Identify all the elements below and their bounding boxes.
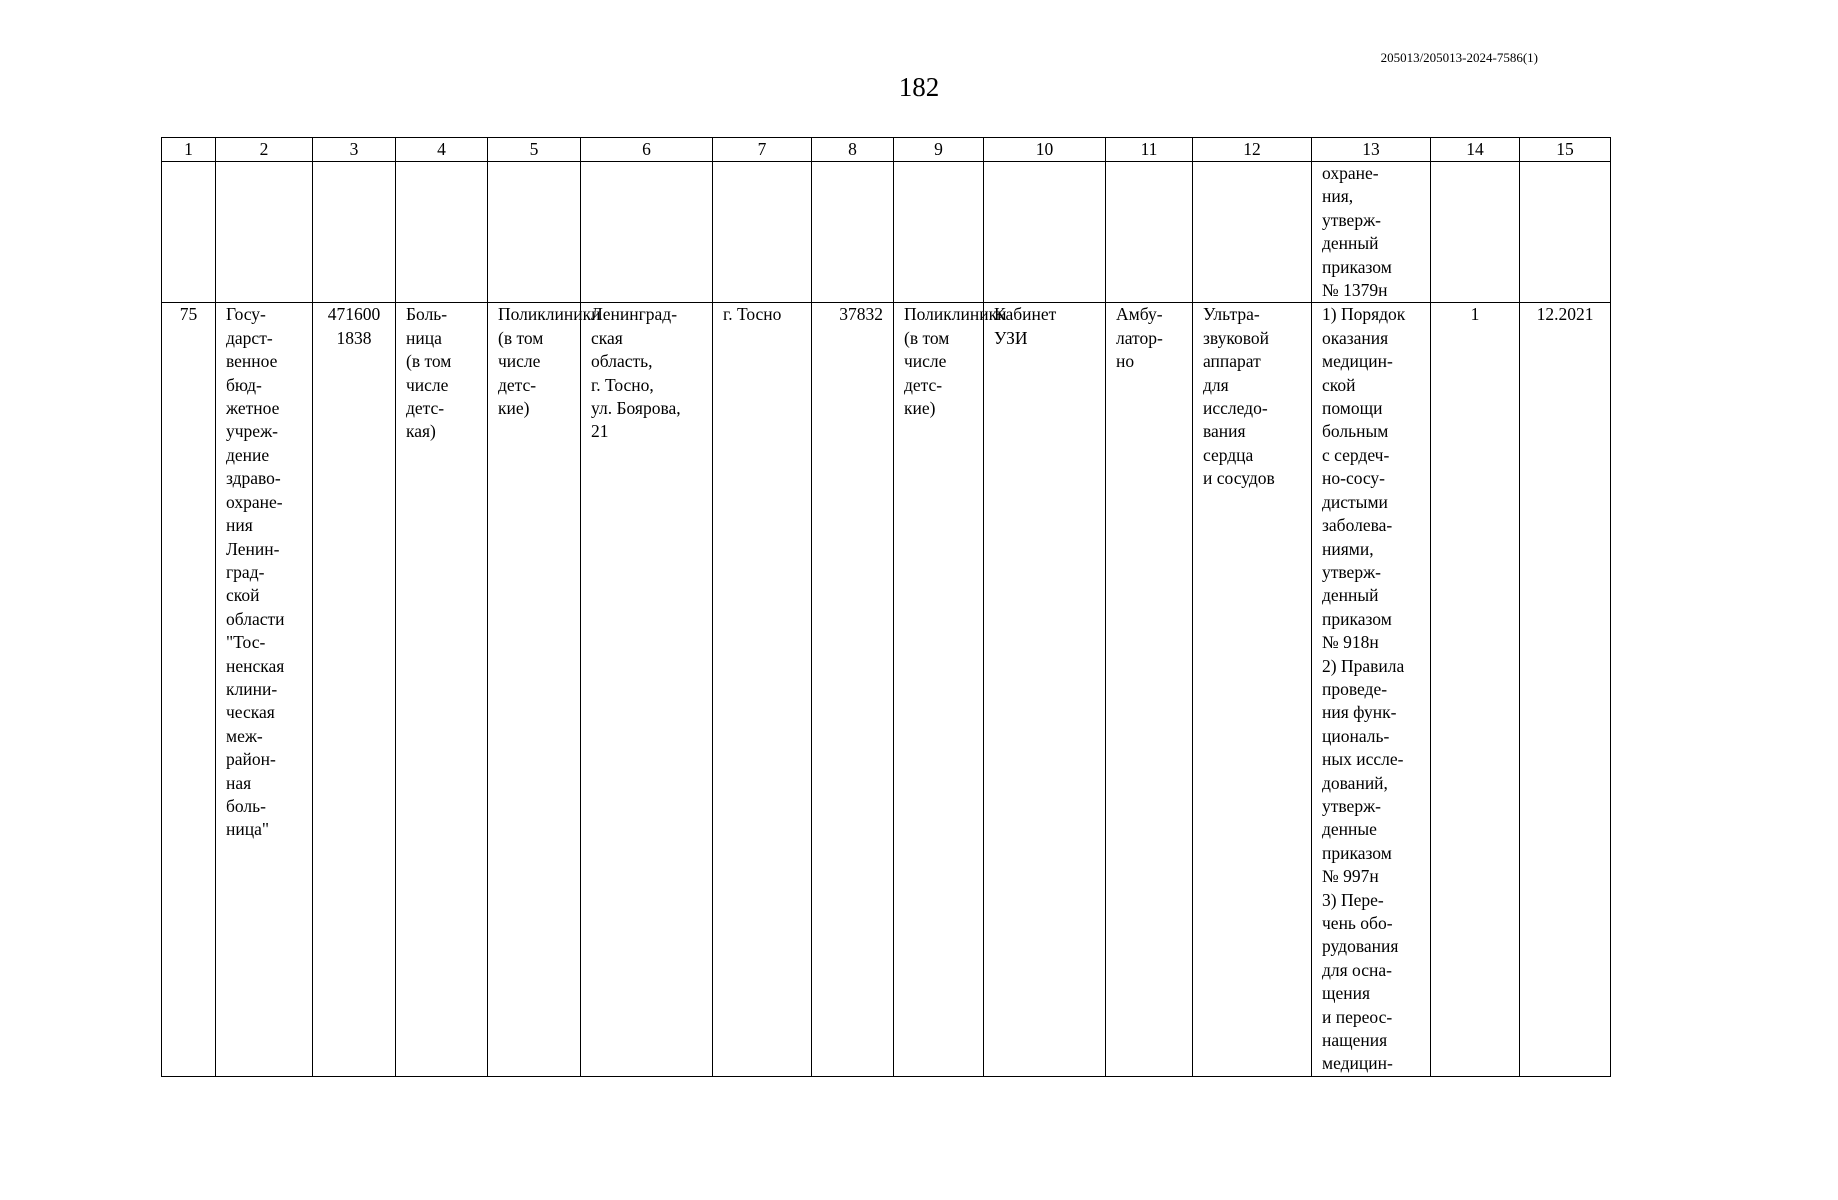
column-number: 9 xyxy=(894,138,984,162)
column-number: 2 xyxy=(216,138,313,162)
column-number: 5 xyxy=(488,138,581,162)
table-row xyxy=(162,162,1611,303)
column-number: 11 xyxy=(1106,138,1193,162)
column-number: 3 xyxy=(313,138,396,162)
column-number: 15 xyxy=(1520,138,1611,162)
subdivision-type-cell: Поликлиники (в том числе детс- кие) xyxy=(488,303,581,1076)
table-cell xyxy=(1431,162,1520,303)
care-conditions-cell: Амбу- латор- но xyxy=(1106,303,1193,1076)
locality-cell: г. Тосно xyxy=(713,303,812,1076)
column-number: 1 xyxy=(162,138,216,162)
column-number: 7 xyxy=(713,138,812,162)
column-number: 4 xyxy=(396,138,488,162)
table-cell xyxy=(396,162,488,303)
address-cell: Ленинград- ская область, г. Тосно, ул. Боярова, 21 xyxy=(581,303,713,1076)
table-row xyxy=(162,303,1611,1076)
regulatory-basis-cell: 1) Порядок оказания медицин- ской помощи больным с сердеч- но-сосу- дистыми заболева- ниями, утверж- денный приказом № 918н 2) Правила проведе- ния функ- циональ- ных иссле- дований, утверж- денные приказом № 997н 3) Пере- чень обо- рудования для осна- щения и переос- нащения медицин- xyxy=(1312,303,1431,1076)
registry-table xyxy=(161,137,1611,1077)
row-number-cell: 75 xyxy=(162,303,216,1076)
table-cell xyxy=(581,162,713,303)
table-cell xyxy=(984,162,1106,303)
table-cell xyxy=(713,162,812,303)
code-cell: 37832 xyxy=(812,303,894,1076)
table-cell xyxy=(1106,162,1193,303)
table-cell xyxy=(313,162,396,303)
organization-name-cell: Госу- дарст- венное бюд- жетное учреж- дение здраво- охране- ния Ленин- град- ской области "Тос- ненская клини- ческая меж- район- ная боль- ница" xyxy=(216,303,313,1076)
page-number: 182 xyxy=(898,72,940,102)
table-cell xyxy=(216,162,313,303)
table-cell xyxy=(488,162,581,303)
unit-type-cell: Поликлиники (в том числе детс- кие) xyxy=(894,303,984,1076)
column-number-row xyxy=(162,138,1611,162)
column-number: 14 xyxy=(1431,138,1520,162)
table-cell xyxy=(894,162,984,303)
table-cell xyxy=(812,162,894,303)
column-number: 12 xyxy=(1193,138,1312,162)
quantity-cell: 1 xyxy=(1431,303,1520,1076)
column-number: 10 xyxy=(984,138,1106,162)
table-cell xyxy=(1193,162,1312,303)
column-number: 6 xyxy=(581,138,713,162)
regulatory-basis-cell: охране- ния, утверж- денный приказом № 1379н xyxy=(1312,162,1431,303)
facility-type-cell: Боль- ница (в том числе детс- кая) xyxy=(396,303,488,1076)
inn-cell: 471600 1838 xyxy=(313,303,396,1076)
column-number: 13 xyxy=(1312,138,1431,162)
column-number: 8 xyxy=(812,138,894,162)
table-cell xyxy=(1520,162,1611,303)
date-cell: 12.2021 xyxy=(1520,303,1611,1076)
table-cell xyxy=(162,162,216,303)
room-cell: Кабинет УЗИ xyxy=(984,303,1106,1076)
equipment-cell: Ультра- звуковой аппарат для исследо- вания сердца и сосудов xyxy=(1193,303,1312,1076)
document-id: 205013/205013-2024-7586(1) xyxy=(1380,50,1538,65)
